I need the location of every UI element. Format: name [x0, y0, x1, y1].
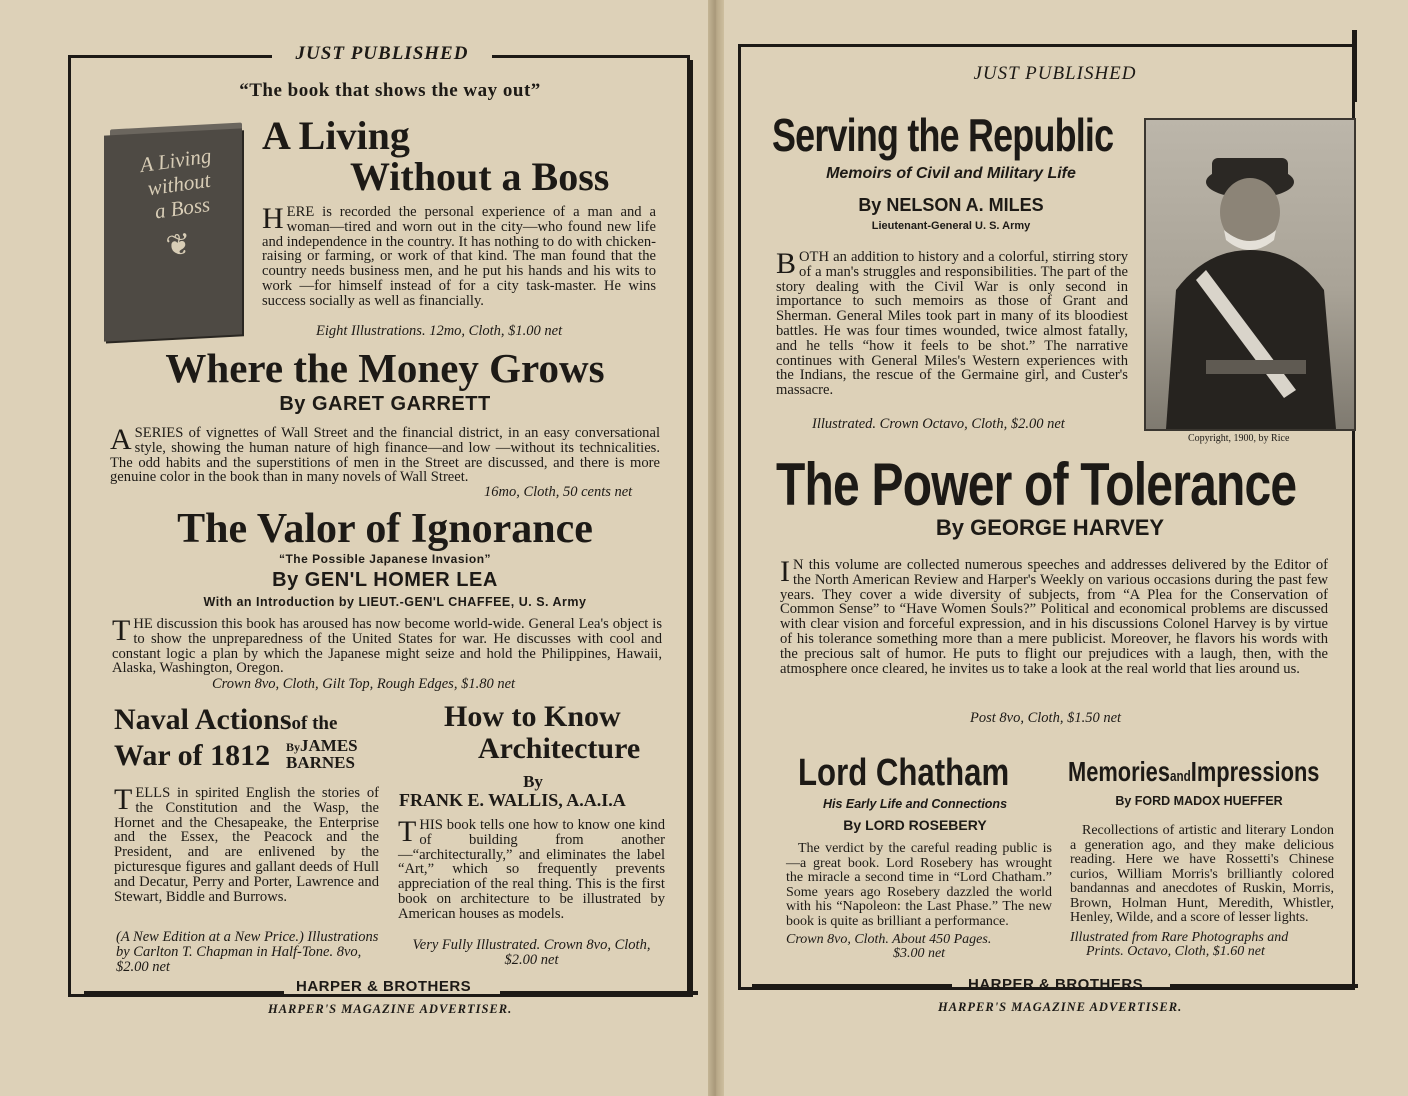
book2-description: ASERIES of vignettes of Wall Street and the financial district, in an easy conversational style, showing the human nature of high finance—and low —without its technicalities. The odd habits and the superstitions of men in the Street are discussed, and there is more genuine color in the book than in many novels of Wall Street. [110, 423, 660, 486]
r-book1-title: Serving the Republic [772, 109, 1114, 161]
book5-title-line2: Architecture [478, 732, 641, 765]
right-header: JUST PUBLISHED [973, 63, 1137, 84]
book4-description: TELLS in spirited English the stories of the Constitution and the Wasp, the Hornet and the Chesapeake, the Enterprise and the Essex, the Peacock and the President, and are enlivened by the picturesque figures and gallant deeds of Hull and Decatur, Perry and Porter, Lawrence and Stewart, Biddle and Burrows. [114, 783, 379, 905]
book2-price: 16mo, Cloth, 50 cents net [484, 484, 633, 500]
book4-author: ByJAMES BARNES [286, 736, 358, 772]
right-publisher-rule-left [752, 984, 952, 988]
left-footer: HARPER'S MAGAZINE ADVERTISER. [268, 1002, 513, 1016]
right-publisher: HARPER & BROTHERS [968, 976, 1144, 993]
book5-description: THIS book tells one how to know one kind of building from another —“architecturally,” and eliminates the label “Art,” which so frequently prevents appreciation of the real thing. This is the first book on architecture to be illustrated by American houses as models. [398, 815, 665, 922]
book1-description: HERE is recorded the personal experience of a man and a woman—tired and worn out in the city—who found new life and independence in the country. It has nothing to do with chicken-raising or farming, or work of that kind. The man found that the country needs business men, and he put his hands and his wits to work —for himself instead of for a city task-master. He wins success socially as well as financially. [262, 202, 656, 309]
left-publisher: HARPER & BROTHERS [296, 978, 472, 995]
book4-price: (A New Edition at a New Price.) Illustrations by Carlton T. Chapman in Half-Tone. 8vo, $2.00 net [116, 929, 379, 975]
r-book4-price-line1: Illustrated from Rare Photographs and [1070, 930, 1289, 945]
right-publisher-rule-right [1170, 984, 1358, 988]
r-book3-price-line1: Crown 8vo, Cloth. About 450 Pages. [786, 932, 992, 947]
r-book4-title: MemoriesandImpressions [1068, 756, 1320, 787]
book-gutter [708, 0, 724, 1096]
r-book1-price: Illustrated. Crown Octavo, Cloth, $2.00 net [812, 416, 1065, 432]
r-book4-author: By FORD MADOX HUEFFER [1115, 794, 1283, 808]
book4-title: Naval Actionsof the [114, 703, 338, 736]
r-book4-price-line2: Prints. Octavo, Cloth, $1.60 net [1086, 944, 1265, 959]
book-cover-illustration [104, 120, 244, 340]
left-publisher-rule-left [84, 991, 284, 995]
portrait-caption: Copyright, 1900, by Rice [1188, 433, 1290, 444]
r-book2-price: Post 8vo, Cloth, $1.50 net [970, 710, 1122, 726]
book3-description: THE discussion this book has aroused has now become world-wide. General Lea's object is to show the unpreparedness of the United States for war. He discusses with cool and constant logic a plan by which the Japanese might seize and hold the Philippines, Hawaii, Alaska, Washington, Oregon. [112, 614, 662, 677]
general-miles-portrait [1144, 118, 1356, 431]
book5-author: FRANK E. WALLIS, A.A.I.A [399, 790, 626, 810]
book1-price: Eight Illustrations. 12mo, Cloth, $1.00 net [316, 323, 563, 339]
r-book3-subtitle: His Early Life and Connections [822, 797, 1008, 811]
book-cover-title: A Living without a Boss [138, 143, 213, 224]
book5-price: Very Fully Illustrated. Crown 8vo, Cloth, $2.00 net [412, 937, 651, 968]
r-book1-rank: Lieutenant-General U. S. Army [871, 220, 1031, 232]
r-book3-title: Lord Chatham [798, 752, 1010, 794]
book4-title-line2: War of 1812 [114, 739, 271, 772]
left-header: JUST PUBLISHED [272, 43, 492, 65]
book3-introduction: With an Introduction by LIEUT.-GEN'L CHAFFEE, U. S. Army [203, 595, 587, 609]
r-book1-subtitle: Memoirs of Civil and Military Life [826, 165, 1076, 182]
r-book1-description: BOTH an addition to history and a colorful, stirring story of a man's struggles and responsibilities. The part of the story dealing with the Civil War is only second in importance to such memoirs as those of Grant and Sherman. General Miles took part in many of its bloodiest battles. He was four times wounded, twice almost fatally, and he tells “how it feels to be shot.” The narrative continues with General Miles's Western experiences with the Indians, the rescue of the Germaine girl, and Custer's massacre. [776, 247, 1128, 399]
book-cover-flourish-icon: ❦ [163, 227, 194, 264]
r-book1-author: By NELSON A. MILES [858, 195, 1044, 215]
book5-by: By [523, 772, 543, 791]
book1-title-line2: Without a Boss [350, 154, 610, 199]
r-book2-description: IN this volume are collected numerous speeches and addresses delivered by the Editor of the North American Review and Harper's Weekly on various occasions during the past few years. They cover a wide diversity of subjects, from “A Plea for the Conservation of Common Sense” to “Have Women Souls?” Political and economical problems are discussed with clear vision and forceful expression, and in his discussions Colonel Harvey is by virtue of his tolerance something more than a mere publicist. Moreover, he flavors his words with the precious salt of humor. He puts to flight our prejudices with a laugh, then, with the atmosphere once cleared, he invites us to take a look at the real world that lies around us. [780, 555, 1328, 677]
book3-price: Crown 8vo, Cloth, Gilt Top, Rough Edges, $1.80 net [212, 676, 516, 692]
left-tagline: “The book that shows the way out” [239, 80, 541, 101]
book2-title: Where the Money Grows [165, 345, 605, 391]
r-book3-price-line2: $3.00 net [892, 946, 946, 961]
right-footer: HARPER'S MAGAZINE ADVERTISER. [938, 1000, 1183, 1014]
book1-title-line1: A Living [262, 113, 410, 158]
left-publisher-rule-right [500, 991, 698, 995]
portrait-figure-icon [1146, 120, 1354, 429]
book5-title-line1: How to Know [444, 700, 621, 733]
book3-subtitle: “The Possible Japanese Invasion” [278, 552, 492, 566]
right-frame-shadow-right [1352, 30, 1357, 102]
book3-author: By GEN'L HOMER LEA [272, 569, 498, 591]
r-book4-description: Recollections of artistic and literary London a generation ago, and they make delicious reading. Here we have Rossetti's Chinese curios, William Morris's brilliantly colored bandannas and anecdotes of Ruskin, Morris, Brown, Holman Hunt, Meredith, Whistler, Henley, Wilde, and a score of lesser lights. [1070, 823, 1334, 925]
r-book3-author: By LORD ROSEBERY [843, 817, 987, 833]
book3-title: The Valor of Ignorance [177, 506, 593, 552]
book2-author: By GARET GARRETT [279, 393, 491, 415]
r-book2-title: The Power of Tolerance [776, 451, 1297, 518]
left-frame-shadow-right [689, 60, 693, 997]
r-book3-description: The verdict by the careful reading public is—a great book. Lord Rosebery has wrought the miracle a second time in “Lord Chatham.” Some years ago Rosebery dazzled the world with his “Napoleon: the Last Phase.” The new book is quite as brilliant a performance. [786, 841, 1052, 929]
r-book2-author: By GEORGE HARVEY [935, 515, 1165, 540]
